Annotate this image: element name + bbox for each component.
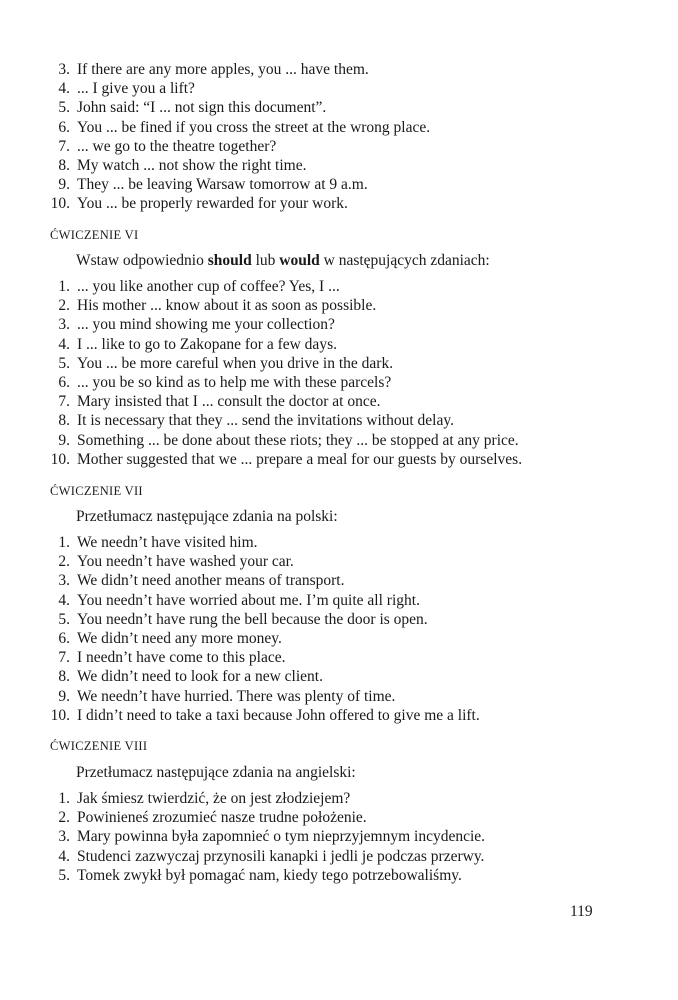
list-item — [50, 866, 485, 885]
item-number: 2. — [58, 809, 70, 827]
list-item — [50, 411, 522, 430]
list-item — [50, 296, 522, 315]
item-text: I didn’t need to take a taxi because John offered to give me a lift. — [77, 706, 480, 724]
item-number: 3. — [58, 828, 70, 846]
list-item — [50, 827, 485, 846]
list-item — [50, 335, 522, 354]
list-item — [50, 667, 480, 686]
list-item — [50, 118, 430, 137]
item-text: Something ... be done about these riots; they ... be stopped at any price. — [77, 431, 519, 449]
item-number: 3. — [58, 61, 70, 78]
list-item — [50, 687, 480, 706]
instruction-text: Wstaw odpowiednio — [76, 252, 208, 269]
list-item — [50, 175, 430, 194]
item-number: 4. — [58, 80, 70, 98]
exercise-6-list — [50, 277, 522, 469]
item-number: 6. — [58, 118, 70, 136]
item-number: 4. — [58, 335, 70, 353]
list-item — [50, 610, 480, 629]
instruction-text: w następujących zdaniach: — [319, 252, 490, 269]
item-number: 9. — [58, 687, 70, 705]
instruction-text: lub — [251, 252, 280, 269]
exercise-6-instruction — [76, 252, 490, 270]
item-text: ... you mind showing me your collection? — [77, 316, 335, 334]
item-text: You needn’t have rung the bell because the door is open. — [77, 610, 428, 628]
item-text: It is necessary that they ... send the invitations without delay. — [77, 412, 454, 430]
item-number: 5. — [58, 866, 70, 884]
item-number: 2. — [58, 553, 70, 571]
item-text: You ... be more careful when you drive in the dark. — [77, 354, 394, 372]
list-item — [50, 79, 430, 98]
item-text: Studenci zazwyczaj przynosili kanapki i jedli je podczas przerwy. — [77, 847, 485, 865]
item-number: 3. — [58, 572, 70, 590]
item-number: 5. — [58, 99, 70, 117]
item-text: Jak śmiesz twierdzić, że on jest złodziejem? — [77, 790, 351, 807]
item-text: You needn’t have worried about me. I’m quite all right. — [77, 591, 420, 609]
page-number: 119 — [570, 903, 593, 920]
list-item — [50, 137, 430, 156]
list-item — [50, 392, 522, 411]
list-item — [50, 98, 430, 117]
list-item — [50, 847, 485, 866]
list-item — [50, 194, 430, 213]
item-number: 6. — [58, 373, 70, 391]
item-text: ... I give you a lift? — [77, 80, 195, 98]
item-text: My watch ... not show the right time. — [77, 156, 307, 174]
exercise-6-heading: ĆWICZENIE VI — [50, 228, 139, 242]
item-text: Mother suggested that we ... prepare a meal for our guests by ourselves. — [77, 450, 523, 468]
list-item — [50, 354, 522, 373]
list-item — [50, 277, 522, 296]
item-number: 5. — [58, 610, 70, 628]
list-item — [50, 706, 480, 725]
item-text: I needn’t have come to this place. — [77, 649, 286, 667]
item-text: Powinieneś zrozumieć nasze trudne położenie. — [77, 809, 367, 827]
item-number: 7. — [58, 137, 70, 155]
item-text: We didn’t need to look for a new client. — [77, 668, 323, 686]
item-number: 10. — [50, 706, 70, 724]
item-text: We needn’t have visited him. — [77, 534, 258, 551]
exercise-7-instruction: Przetłumacz następujące zdania na polski: — [76, 508, 338, 525]
item-number: 9. — [58, 431, 70, 449]
item-number: 8. — [58, 668, 70, 686]
item-text: They ... be leaving Warsaw tomorrow at 9 a.m. — [77, 176, 368, 194]
exercise-8-instruction: Przetłumacz następujące zdania na angielski: — [76, 764, 356, 781]
item-text: You ... be properly rewarded for your work. — [77, 195, 348, 213]
list-item — [50, 648, 480, 667]
item-number: 2. — [58, 297, 70, 315]
list-item — [50, 60, 430, 79]
list-item — [50, 629, 480, 648]
item-number: 7. — [58, 649, 70, 667]
item-text: John said: “I ... not sign this document”. — [77, 99, 327, 117]
item-number: 1. — [58, 534, 70, 551]
list-item — [50, 431, 522, 450]
item-number: 3. — [58, 316, 70, 334]
item-text: Mary insisted that I ... consult the doctor at once. — [77, 393, 381, 411]
item-number: 10. — [50, 450, 70, 468]
item-number: 1. — [58, 278, 70, 295]
list-item — [50, 808, 485, 827]
exercise-7-list — [50, 533, 480, 725]
item-text: You ... be fined if you cross the street at the wrong place. — [77, 118, 431, 136]
item-text: I ... like to go to Zakopane for a few days. — [77, 335, 337, 353]
instruction-bold-would: would — [279, 252, 320, 269]
item-text: Mary powinna była zapomnieć o tym nieprzyjemnym incydencie. — [77, 828, 486, 846]
item-number: 10. — [50, 195, 70, 213]
item-text: ... we go to the theatre together? — [77, 137, 277, 155]
item-text: We needn’t have hurried. There was plenty of time. — [77, 687, 396, 705]
item-text: Tomek zwykł był pomagać nam, kiedy tego potrzebowaliśmy. — [77, 866, 462, 884]
list-item — [50, 591, 480, 610]
exercise-8-heading: ĆWICZENIE VIII — [50, 739, 148, 753]
item-number: 4. — [58, 847, 70, 865]
item-text: His mother ... know about it as soon as possible. — [77, 297, 377, 315]
item-number: 6. — [58, 629, 70, 647]
instruction-bold-should: should — [207, 252, 252, 269]
item-number: 8. — [58, 412, 70, 430]
exercise-continued-list — [50, 60, 430, 214]
item-text: We didn’t need another means of transport. — [77, 572, 345, 590]
list-item — [50, 789, 485, 808]
exercise-7-heading: ĆWICZENIE VII — [50, 484, 143, 498]
item-number: 8. — [58, 156, 70, 174]
item-text: ... you be so kind as to help me with these parcels? — [77, 373, 392, 391]
list-item — [50, 156, 430, 175]
item-number: 7. — [58, 393, 70, 411]
item-number: 1. — [58, 790, 70, 807]
item-text: We didn’t need any more money. — [77, 629, 282, 647]
list-item — [50, 533, 480, 552]
list-item — [50, 571, 480, 590]
item-text: If there are any more apples, you ... have them. — [77, 61, 369, 78]
item-text: ... you like another cup of coffee? Yes, I ... — [77, 278, 340, 295]
exercise-8-list — [50, 789, 485, 885]
item-number: 4. — [58, 591, 70, 609]
list-item — [50, 315, 522, 334]
item-number: 9. — [58, 176, 70, 194]
list-item — [50, 373, 522, 392]
item-text: You needn’t have washed your car. — [77, 553, 294, 571]
list-item — [50, 450, 522, 469]
list-item — [50, 552, 480, 571]
item-number: 5. — [58, 354, 70, 372]
